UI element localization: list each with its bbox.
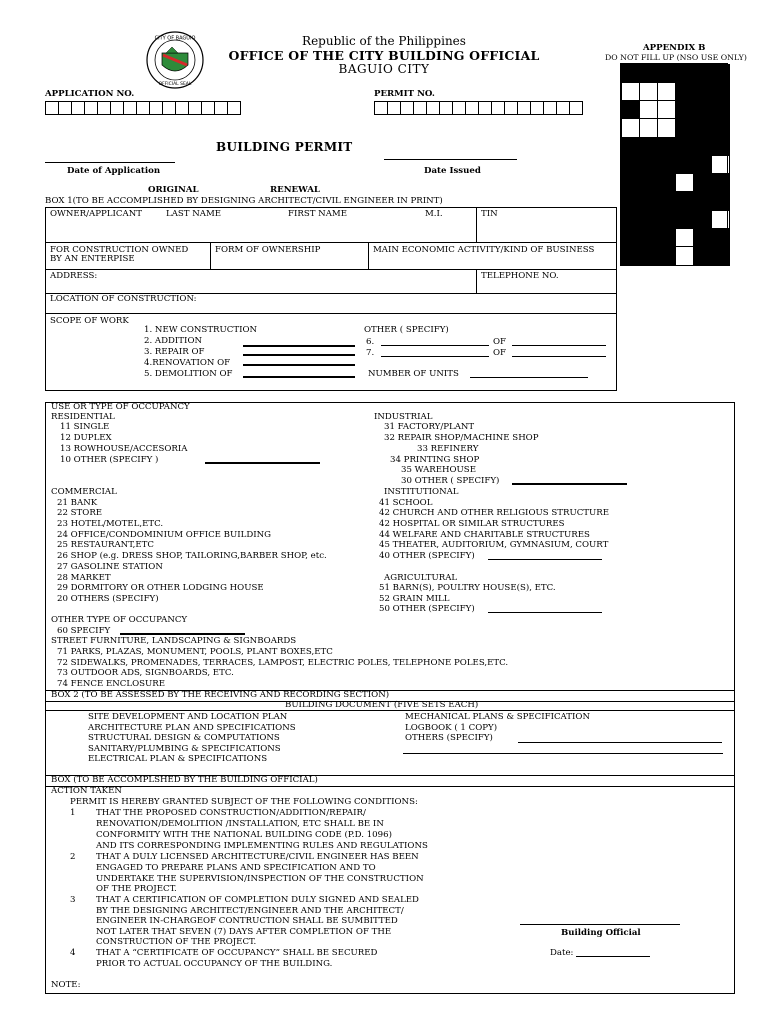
commercial-item: 28 MARKET [57,573,111,583]
industrial-item: 32 REPAIR SHOP/MACHINE SHOP [384,433,539,443]
nso-grid-cell [639,228,658,247]
document-item: SANITARY/PLUMBING & SPECIFICATIONS [88,744,281,754]
residential-item: 10 OTHER (SPECIFY ) [60,455,159,465]
nso-grid-cell [639,118,658,137]
condition-line: THAT A DULY LICENSED ARCHITECTURE/CIVIL ENGINEER HAS BEEN [96,852,419,862]
owner-applicant-label: OWNER/APPLICANT [50,209,142,219]
building-official-signature-line[interactable] [520,924,680,925]
others-specify-field[interactable] [518,742,722,743]
nso-grid-cell [621,137,640,156]
institutional-item: 42 CHURCH AND OTHER RELIGIOUS STRUCTURE [379,508,609,518]
demolition-field[interactable] [243,376,355,378]
commercial-item: 25 RESTAURANT,ETC [57,540,154,550]
nso-grid-cell [711,64,730,83]
scope-item: 5. DEMOLITION OF [144,369,233,379]
condition-line: PRIOR TO ACTUAL OCCUPANCY OF THE BUILDING. [96,959,333,969]
nso-use-grid [620,63,728,266]
nso-grid-cell [693,246,712,265]
document-item: ARCHITECTURE PLAN AND SPECIFICATIONS [88,723,296,733]
residential-heading: RESIDENTIAL [51,412,115,422]
box2-heading: BOX 2 (TO BE ASSESSED BY THE RECEIVING AND RECORDING SECTION) [51,690,390,700]
construction-owned-label-1: FOR CONSTRUCTION OWNED [50,245,189,255]
nso-grid-cell [711,173,730,192]
condition-line: THAT THE PROPOSED CONSTRUCTION/ADDITION/REPAIR/ [96,808,366,818]
agricultural-item: 50 OTHER (SPECIFY) [379,604,475,614]
commercial-item: 27 GASOLINE STATION [57,562,163,572]
nso-grid-cell [693,210,712,229]
industrial-other-field[interactable] [512,483,627,485]
nso-grid-cell [657,82,676,101]
commercial-item: 26 SHOP (e.g. DRESS SHOP, TAILORING,BARBER SHOP, etc. [57,551,327,561]
nso-grid-cell [711,191,730,210]
item-six-field[interactable] [381,345,489,346]
first-name-label: FIRST NAME [288,209,347,219]
nso-grid-cell [711,118,730,137]
nso-grid-cell [657,246,676,265]
residential-other-field[interactable] [205,462,320,464]
industrial-item: 34 PRINTING SHOP [390,455,480,465]
nso-grid-cell [711,210,730,229]
commercial-item: 23 HOTEL/MOTEL,ETC. [57,519,164,529]
item-six-label: 6. [366,337,375,347]
city-heading: BAGUIO CITY [338,62,430,76]
nso-grid-cell [693,228,712,247]
of-label-six: OF [493,337,507,347]
nso-grid-cell [657,173,676,192]
scope-item: 4.RENOVATION OF [144,358,231,368]
nso-grid-cell [675,246,694,265]
nso-grid-cell [675,191,694,210]
commercial-item: 22 STORE [57,508,103,518]
page-title: BUILDING PERMIT [216,140,353,154]
condition-line: THAT A “CERTIFICATE OF OCCUPANCY” SHALL BE SECURED [96,948,378,958]
nso-grid-cell [657,210,676,229]
item-seven-label: 7. [366,348,375,358]
other-specify-label: OTHER ( SPECIFY) [364,325,449,335]
office-heading: OFFICE OF THE CITY BUILDING OFFICIAL [228,48,540,63]
nso-grid-cell [675,210,694,229]
nso-grid-cell [621,82,640,101]
residential-item: 12 DUPLEX [60,433,112,443]
document-item: MECHANICAL PLANS & SPECIFICATION [405,712,590,722]
nso-grid-cell [675,228,694,247]
condition-line: AND ITS CORRESPONDING IMPLEMENTING RULES AND REGULATIONS [96,841,428,851]
nso-grid-cell [693,100,712,119]
occupancy-heading: USE OR TYPE OF OCCUPANCY [51,402,190,412]
granted-text: PERMIT IS HEREBY GRANTED SUBJECT OF THE FOLLOWING CONDITIONS: [70,797,418,807]
condition-line: THAT A CERTIFICATION OF COMPLETION DULY SIGNED AND SEALED [96,895,419,905]
nso-grid-cell [639,155,658,174]
industrial-item: 33 REFINERY [417,444,479,454]
institutional-item: 44 WELFARE AND CHARITABLE STRUCTURES [379,530,590,540]
condition-line: CONSTRUCTION OF THE PROJECT. [96,937,257,947]
nso-grid-cell [675,82,694,101]
nso-grid-cell [621,191,640,210]
date-issued-line[interactable] [384,159,517,160]
nso-grid-cell [693,155,712,174]
address-label: ADDRESS: [50,271,98,281]
nso-grid-cell [657,155,676,174]
nso-grid-cell [693,82,712,101]
date-application-label: Date of Application [67,166,161,176]
nso-grid-cell [621,64,640,83]
date-label: Date: [550,948,574,958]
date-issued-label: Date Issued [424,166,481,176]
telephone-label: TELEPHONE NO. [481,271,559,281]
other-type-item: 73 OUTDOOR ADS, SIGNBOARDS, ETC. [57,668,234,678]
nso-grid-cell [657,100,676,119]
nso-grid-cell [657,118,676,137]
nso-grid-cell [657,191,676,210]
nso-grid-cell [675,64,694,83]
nso-grid-cell [639,82,658,101]
other-type-item: 72 SIDEWALKS, PROMENADES, TERRACES, LAMPOST, ELECTRIC POLES, TELEPHONE POLES,ETC. [57,658,509,668]
scope-item: 3. REPAIR OF [144,347,205,357]
scope-item: 1. NEW CONSTRUCTION [144,325,258,335]
appendix-note: DO NOT FILL UP (NSO USE ONLY) [605,53,747,62]
repair-field[interactable] [243,354,355,356]
republic-heading: Republic of the Philippines [302,34,466,48]
document-item: STRUCTURAL DESIGN & COMPUTATIONS [88,733,280,743]
condition-line: BY THE DESIGNING ARCHITECT/ENGINEER AND THE ARCHITECT/ [96,906,404,916]
box3-heading: BOX (TO BE ACCOMPLSHED BY THE BUILDING OFFICIAL) [51,775,318,785]
note-label: NOTE: [51,980,81,990]
nso-grid-cell [657,228,676,247]
number-units-label: NUMBER OF UNITS [368,369,459,379]
institutional-other-field[interactable] [488,559,602,560]
industrial-item: 35 WAREHOUSE [401,465,476,475]
mi-label: M.I. [425,209,443,219]
institutional-item: 40 OTHER (SPECIFY) [379,551,475,561]
nso-grid-cell [675,137,694,156]
condition-line: UNDERTAKE THE SUPERVISION/INSPECTION OF THE CONSTRUCTION [96,874,424,884]
application-no-label: APPLICATION NO. [45,89,135,99]
commercial-item: 24 OFFICE/CONDOMINIUM OFFICE BUILDING [57,530,272,540]
seal-bottom-text: OFFICIAL SEAL [158,82,192,87]
other-type-heading: OTHER TYPE OF OCCUPANCY [51,615,188,625]
tin-label: TIN [481,209,498,219]
nso-grid-cell [693,191,712,210]
other-type-item: STREET FURNITURE, LANDSCAPING & SIGNBOARDS [51,636,297,646]
document-item: LOGBOOK ( 1 COPY) [405,723,498,733]
institutional-item: 45 THEATER, AUDITORIUM, GYMNASIUM, COURT [379,540,609,550]
addition-field[interactable] [243,345,355,347]
nso-grid-cell [639,246,658,265]
condition-number: 1 [70,808,76,818]
agricultural-heading: AGRICULTURAL [384,573,458,583]
industrial-heading: INDUSTRIAL [374,412,433,422]
commercial-item: 21 BANK [57,498,98,508]
institutional-item: 42 HOSPITAL OR SIMILAR STRUCTURES [379,519,565,529]
construction-owned-label-2: BY AN ENTERPISE [50,254,135,264]
residential-item: 11 SINGLE [60,422,110,432]
renewal-label: RENEWAL [270,185,320,195]
nso-grid-cell [711,137,730,156]
nso-grid-cell [639,173,658,192]
nso-grid-cell [621,100,640,119]
nso-grid-cell [693,173,712,192]
scope-label: SCOPE OF WORK [50,316,129,326]
main-activity-label: MAIN ECONOMIC ACTIVITY/KIND OF BUSINESS [373,245,595,255]
of-label-seven: OF [493,348,507,358]
original-label: ORIGINAL [148,185,199,195]
documents-heading: BUILDING DOCUMENT (FIVE SETS EACH) [285,700,479,710]
nso-grid-cell [657,64,676,83]
nso-grid-cell [711,228,730,247]
condition-line: RENOVATION/DEMOLITION /INSTALLATION, ETC SHALL BE IN [96,819,384,829]
nso-grid-cell [657,137,676,156]
item-seven-of-field[interactable] [512,356,606,357]
seal-top-text: CITY OF BAGUIO [154,35,196,42]
nso-grid-cell [639,210,658,229]
agricultural-item: 52 GRAIN MILL [379,594,450,604]
form-ownership-label: FORM OF OWNERSHIP [215,245,321,255]
location-label: LOCATION OF CONSTRUCTION: [50,294,197,304]
condition-line: NOT LATER THAT SEVEN (7) DAYS AFTER COMPLETION OF THE [96,927,392,937]
condition-line: ENGINEER IN-CHARGEOF CONTRUCTION SHALL BE SUMBITTED [96,916,398,926]
nso-grid-cell [639,137,658,156]
nso-grid-cell [621,228,640,247]
commercial-heading: COMMERCIAL [51,487,117,497]
other-type-item: 60 SPECIFY [57,626,111,636]
scope-item: 2. ADDITION [144,336,203,346]
nso-grid-cell [693,137,712,156]
nso-grid-cell [639,100,658,119]
other-type-item: 71 PARKS, PLAZAS, MONUMENT, POOLS, PLANT BOXES,ETC [57,647,333,657]
document-item: ELECTRICAL PLAN & SPECIFICATIONS [88,754,268,764]
nso-grid-cell [711,82,730,101]
action-taken-label: ACTION TAKEN [51,786,122,796]
renovation-field[interactable] [243,364,355,366]
other-type-specify-field[interactable] [120,633,245,635]
residential-item: 13 ROWHOUSE/ACCESORIA [60,444,188,454]
box1-heading: BOX 1(TO BE ACCOMPLISHED BY DESIGNING ARCHITECT/CIVIL ENGINEER IN PRINT) [45,196,443,206]
document-item: SITE DEVELOPMENT AND LOCATION PLAN [88,712,288,722]
date-field[interactable] [576,956,650,957]
appendix-title: APPENDIX B [643,43,706,53]
industrial-item: 31 FACTORY/PLANT [384,422,475,432]
industrial-item: 30 OTHER ( SPECIFY) [401,476,500,486]
commercial-item: 20 OTHERS (SPECIFY) [57,594,159,604]
nso-grid-cell [621,210,640,229]
condition-number: 4 [70,948,76,958]
item-seven-field[interactable] [381,356,489,357]
nso-grid-cell [675,118,694,137]
nso-grid-cell [711,155,730,174]
nso-grid-cell [639,191,658,210]
condition-line: ENGAGED TO PREPARE PLANS AND SPECIFICATION AND TO [96,863,376,873]
date-application-line[interactable] [45,162,175,163]
nso-grid-cell [675,173,694,192]
others-specify-field-2[interactable] [403,753,723,754]
building-official-label: Building Official [561,928,641,938]
nso-grid-cell [639,64,658,83]
nso-grid-cell [711,246,730,265]
agricultural-other-field[interactable] [488,612,602,613]
agricultural-item: 51 BARN(S), POULTRY HOUSE(S), ETC. [379,583,556,593]
permit-no-cells[interactable] [375,101,583,115]
document-item: OTHERS (SPECIFY) [405,733,493,743]
condition-number: 2 [70,852,76,862]
item-six-of-field[interactable] [512,345,606,346]
nso-grid-cell [675,155,694,174]
nso-grid-cell [621,173,640,192]
last-name-label: LAST NAME [166,209,222,219]
nso-grid-cell [675,100,694,119]
condition-number: 3 [70,895,76,905]
nso-grid-cell [621,118,640,137]
condition-line: CONFORMITY WITH THE NATIONAL BUILDING CODE (P.D. 1096) [96,830,392,840]
other-type-item: 74 FENCE ENCLOSURE [57,679,165,689]
institutional-heading: INSTITUTIONAL [384,487,459,497]
nso-grid-cell [693,118,712,137]
nso-grid-cell [693,64,712,83]
nso-grid-cell [621,246,640,265]
condition-line: OF THE PROJECT. [96,884,177,894]
number-units-field[interactable] [470,377,588,378]
commercial-item: 29 DORMITORY OR OTHER LODGING HOUSE [57,583,264,593]
nso-grid-cell [621,155,640,174]
application-no-cells[interactable] [46,101,241,115]
permit-no-label: PERMIT NO. [374,89,435,99]
nso-grid-cell [711,100,730,119]
institutional-item: 41 SCHOOL [379,498,433,508]
